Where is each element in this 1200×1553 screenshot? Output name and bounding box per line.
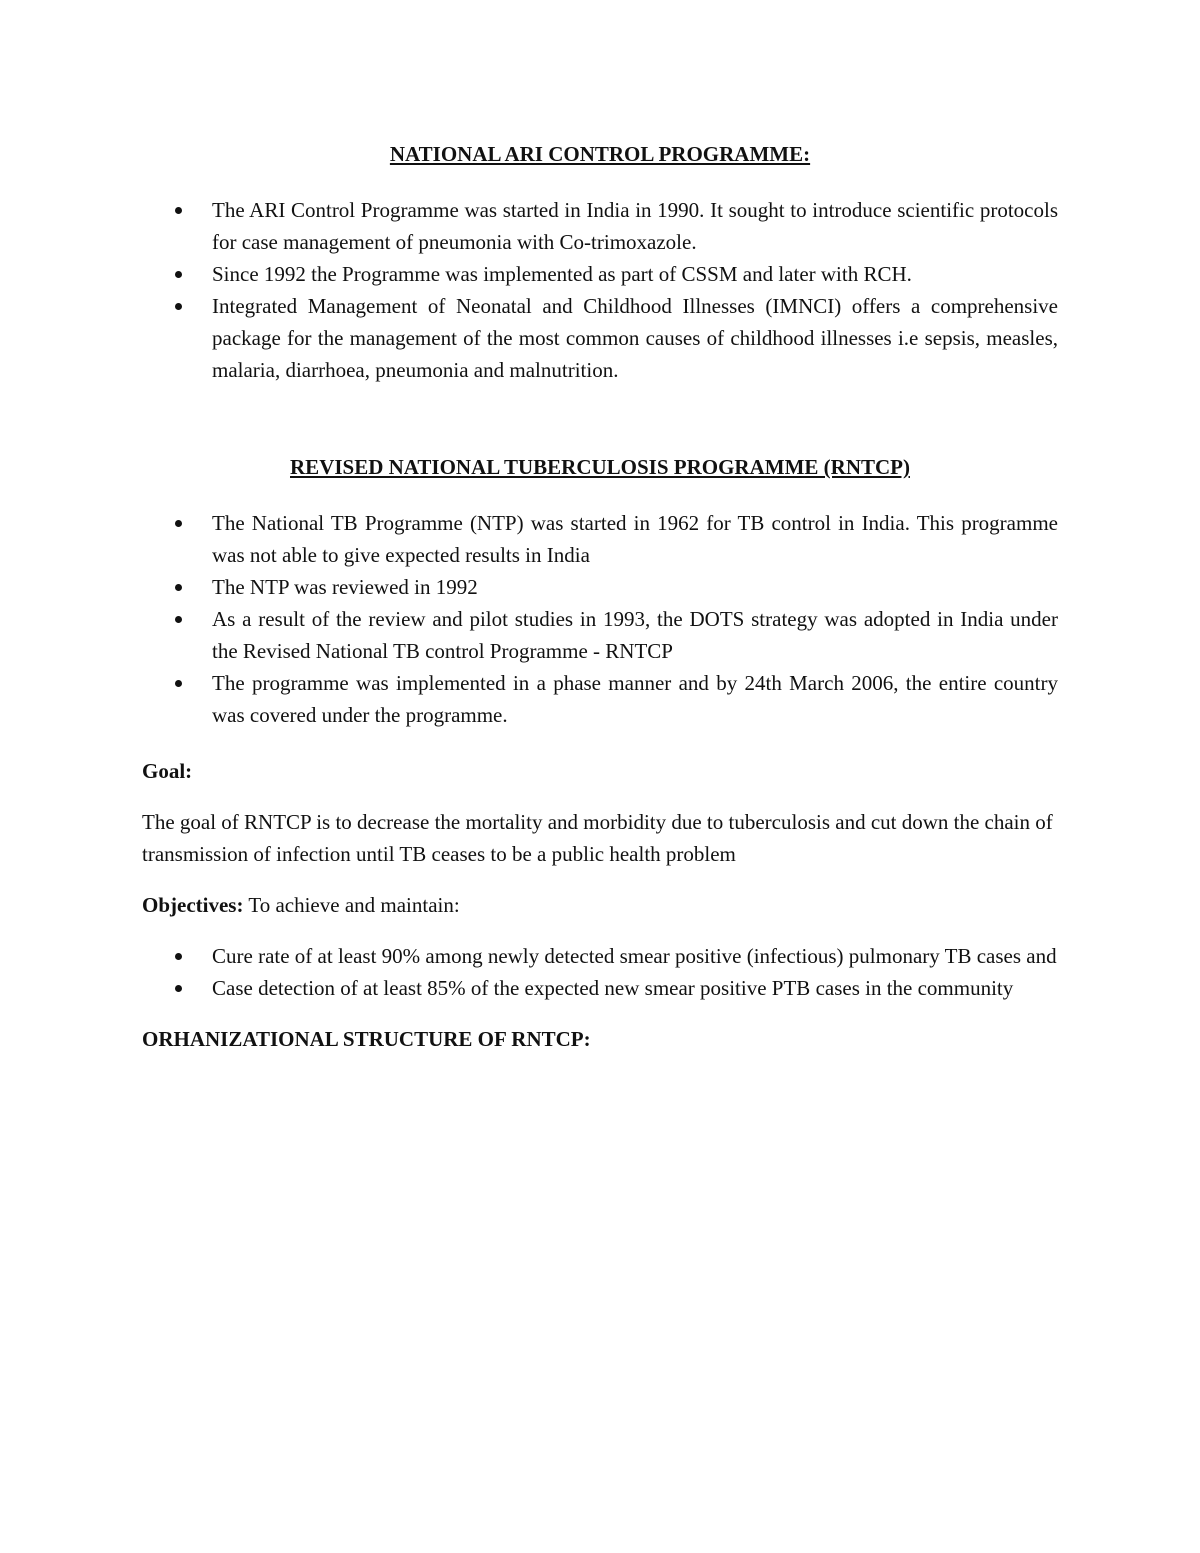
list-item	[142, 972, 1058, 1004]
org-structure-title: ORHANIZATIONAL STRUCTURE OF RNTCP:	[142, 1027, 591, 1051]
bullet-icon	[175, 207, 182, 214]
bullet-text: The NTP was reviewed in 1992	[212, 575, 478, 599]
section-title-rntcp: REVISED NATIONAL TUBERCULOSIS PROGRAMME (RNTCP)	[290, 455, 910, 479]
bullet-icon	[175, 953, 182, 960]
bullet-text: Integrated Management of Neonatal and Childhood Illnesses (IMNCI) offers a comprehensive package for the management of the most common causes of childhood illnesses i.e sepsis, measles, malaria, diarrhoea, pneumonia and malnutrition.	[212, 294, 1058, 382]
objectives-bullet-list	[142, 940, 1058, 1004]
objectives-line	[142, 889, 1058, 921]
bullet-icon	[175, 680, 182, 687]
bullet-icon	[175, 303, 182, 310]
list-item	[142, 258, 1058, 290]
bullet-text: The National TB Programme (NTP) was started in 1962 for TB control in India. This programme was not able to give expected results in India	[212, 511, 1058, 567]
bullet-icon	[175, 520, 182, 527]
bullet-icon	[175, 584, 182, 591]
bullet-text: Cure rate of at least 90% among newly detected smear positive (infectious) pulmonary TB cases and	[212, 944, 1057, 968]
list-item	[142, 940, 1058, 972]
bullet-icon	[175, 985, 182, 992]
bullet-text: The programme was implemented in a phase manner and by 24th March 2006, the entire country was covered under the programme.	[212, 671, 1058, 727]
bullet-text: As a result of the review and pilot studies in 1993, the DOTS strategy was adopted in India under the Revised National TB control Programme - RNTCP	[212, 607, 1058, 663]
objectives-intro: To achieve and maintain:	[243, 893, 460, 917]
list-item	[142, 507, 1058, 571]
goal-label: Goal:	[142, 759, 193, 783]
document-page	[142, 136, 1058, 1055]
ari-bullet-list	[142, 194, 1058, 386]
list-item	[142, 194, 1058, 258]
bullet-text: Case detection of at least 85% of the expected new smear positive PTB cases in the community	[212, 976, 1014, 1000]
list-item	[142, 667, 1058, 731]
bullet-text: The ARI Control Programme was started in India in 1990. It sought to introduce scientific protocols for case management of pneumonia with Co-trimoxazole.	[212, 198, 1058, 254]
objectives-label: Objectives:	[142, 893, 244, 917]
bullet-icon	[175, 271, 182, 278]
list-item	[142, 290, 1058, 386]
section-title-ari: NATIONAL ARI CONTROL PROGRAMME:	[389, 142, 811, 166]
rntcp-bullet-list	[142, 507, 1058, 731]
goal-text: The goal of RNTCP is to decrease the mortality and morbidity due to tuberculosis and cut down the chain of transmission of infection until TB ceases to be a public health problem	[142, 810, 1053, 866]
bullet-icon	[175, 616, 182, 623]
list-item	[142, 603, 1058, 667]
list-item	[142, 571, 1058, 603]
bullet-text: Since 1992 the Programme was implemented as part of CSSM and later with RCH.	[212, 262, 912, 286]
